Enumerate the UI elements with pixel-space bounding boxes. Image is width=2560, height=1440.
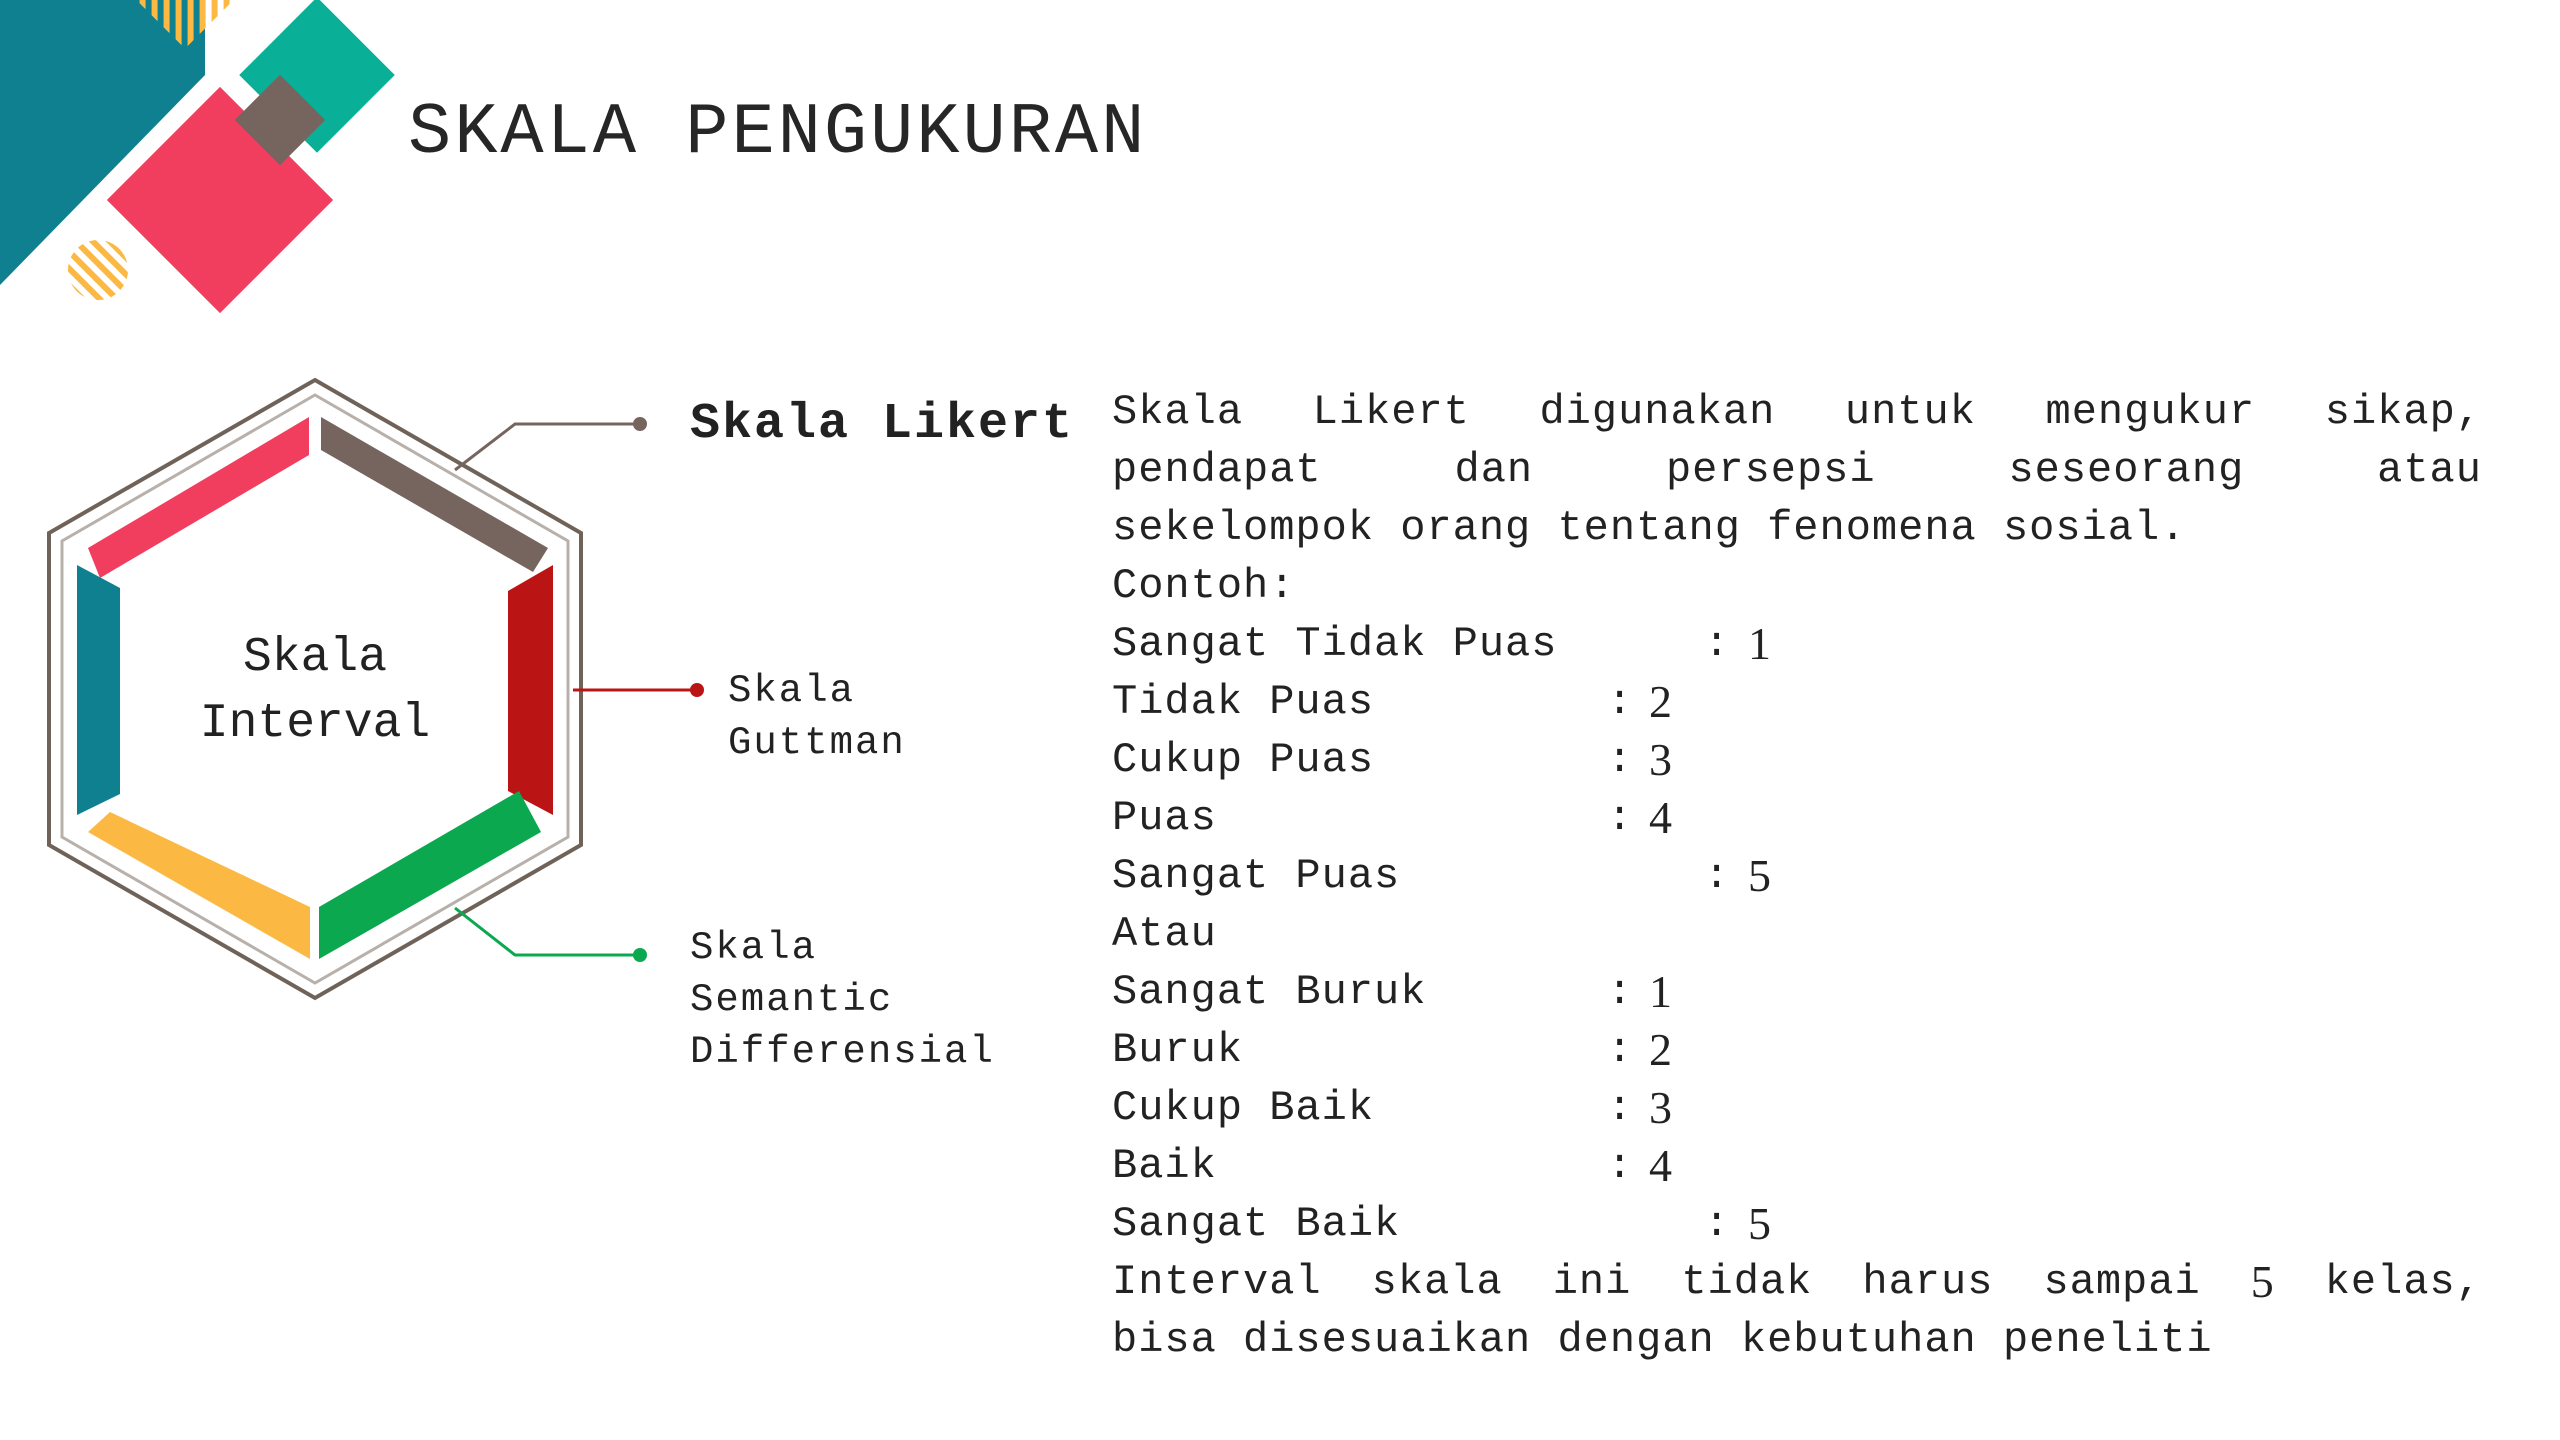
label-skala-likert: Skala Likert [690, 396, 1075, 453]
scale-value: 4 [1649, 792, 1673, 843]
center-label-line: Skala [242, 631, 388, 685]
word: 5 [2250, 1256, 2275, 1307]
label-skala-guttman [728, 665, 906, 769]
scale-separator: : [1607, 678, 1634, 726]
scale-row [1112, 1021, 2482, 1079]
description-line [1112, 383, 2482, 441]
description-line: sekelompok orang tentang fenomena sosial. [1112, 504, 2187, 552]
word: kelas, [2324, 1258, 2482, 1306]
scale-label: Sangat Tidak Puas [1112, 620, 1558, 668]
word: harus [1862, 1258, 1994, 1306]
scale-value: 3 [1649, 1082, 1673, 1133]
scale-separator: : [1607, 736, 1634, 784]
word: skala [1371, 1258, 1503, 1306]
scale-row [1112, 847, 2482, 905]
label-line: Semantic [690, 978, 894, 1022]
scale-separator: : [1607, 1142, 1634, 1190]
scale-value: 5 [1748, 850, 1772, 901]
scale-row [1112, 1195, 2482, 1253]
slide-title: SKALA PENGUKURAN [408, 92, 1148, 174]
label-skala-semantic [690, 922, 995, 1078]
corner-decoration [0, 0, 420, 340]
word: ini [1552, 1258, 1632, 1306]
word: Interval [1112, 1258, 1322, 1306]
word: digunakan [1539, 388, 1776, 436]
connector-dot-icon [633, 417, 647, 431]
striped-circle-shape [68, 240, 128, 300]
scale-row [1112, 1137, 2482, 1195]
word: atau [2377, 446, 2482, 494]
scale-value: 1 [1748, 618, 1772, 669]
scale-row [1112, 789, 2482, 847]
scale-label: Sangat Puas [1112, 852, 1401, 900]
scale-value: 2 [1649, 676, 1673, 727]
word: sikap, [2324, 388, 2482, 436]
scale-row [1112, 615, 2482, 673]
word: persepsi [1665, 446, 1876, 494]
scale-label: Cukup Baik [1112, 1084, 1375, 1132]
scale-value: 5 [1748, 1198, 1772, 1249]
label-line: Skala [690, 926, 818, 970]
hexagon-segment-pink [88, 417, 309, 578]
scale-row [1112, 673, 2482, 731]
scale-value: 2 [1649, 1024, 1673, 1075]
scale-separator: : [1607, 968, 1634, 1016]
scale-label: Buruk [1112, 1026, 1244, 1074]
scale-separator: : [1704, 852, 1731, 900]
scale-label: Sangat Baik [1112, 1200, 1401, 1248]
word: untuk [1844, 388, 1976, 436]
scale-row [1112, 731, 2482, 789]
closing-line: bisa disesuaikan dengan kebutuhan peneliti [1112, 1316, 2213, 1364]
scale-separator: : [1704, 620, 1731, 668]
word: mengukur [2045, 388, 2256, 436]
connector-dot-icon [633, 948, 647, 962]
description-line [1112, 441, 2482, 499]
connector-likert-line [455, 424, 640, 470]
label-line: Guttman [728, 721, 906, 765]
connector-dot-icon [690, 683, 704, 697]
scale-label: Puas [1112, 794, 1217, 842]
alternative-word: Atau [1112, 910, 1217, 958]
word: Skala [1112, 388, 1244, 436]
closing-line [1112, 1253, 2482, 1311]
word: Likert [1312, 388, 1470, 436]
likert-description [1112, 383, 2482, 1369]
scale-separator: : [1607, 794, 1634, 842]
scale-row [1112, 963, 2482, 1021]
scale-label: Tidak Puas [1112, 678, 1375, 726]
connector-semantic-line [455, 908, 640, 955]
scale-separator: : [1704, 1200, 1731, 1248]
example-heading: Contoh: [1112, 562, 1296, 610]
hexagon-segment-teal [77, 565, 120, 815]
hexagon-segment-red [508, 565, 553, 815]
label-line: Skala [728, 669, 856, 713]
word: dan [1454, 446, 1534, 494]
label-line: Differensial [690, 1030, 995, 1074]
scale-label: Baik [1112, 1142, 1217, 1190]
scale-row [1112, 1079, 2482, 1137]
scale-separator: : [1607, 1084, 1634, 1132]
word: pendapat [1112, 446, 1322, 494]
scale-value: 4 [1649, 1140, 1673, 1191]
word: seseorang [2008, 446, 2245, 494]
word: sampai [2043, 1258, 2201, 1306]
word: tidak [1681, 1258, 1813, 1306]
scale-label: Sangat Buruk [1112, 968, 1427, 1016]
scale-value: 3 [1649, 734, 1673, 785]
scale-value: 1 [1649, 966, 1673, 1017]
center-label-line: Interval [199, 697, 431, 751]
scale-separator: : [1607, 1026, 1634, 1074]
center-label [150, 625, 480, 757]
scale-label: Cukup Puas [1112, 736, 1375, 784]
